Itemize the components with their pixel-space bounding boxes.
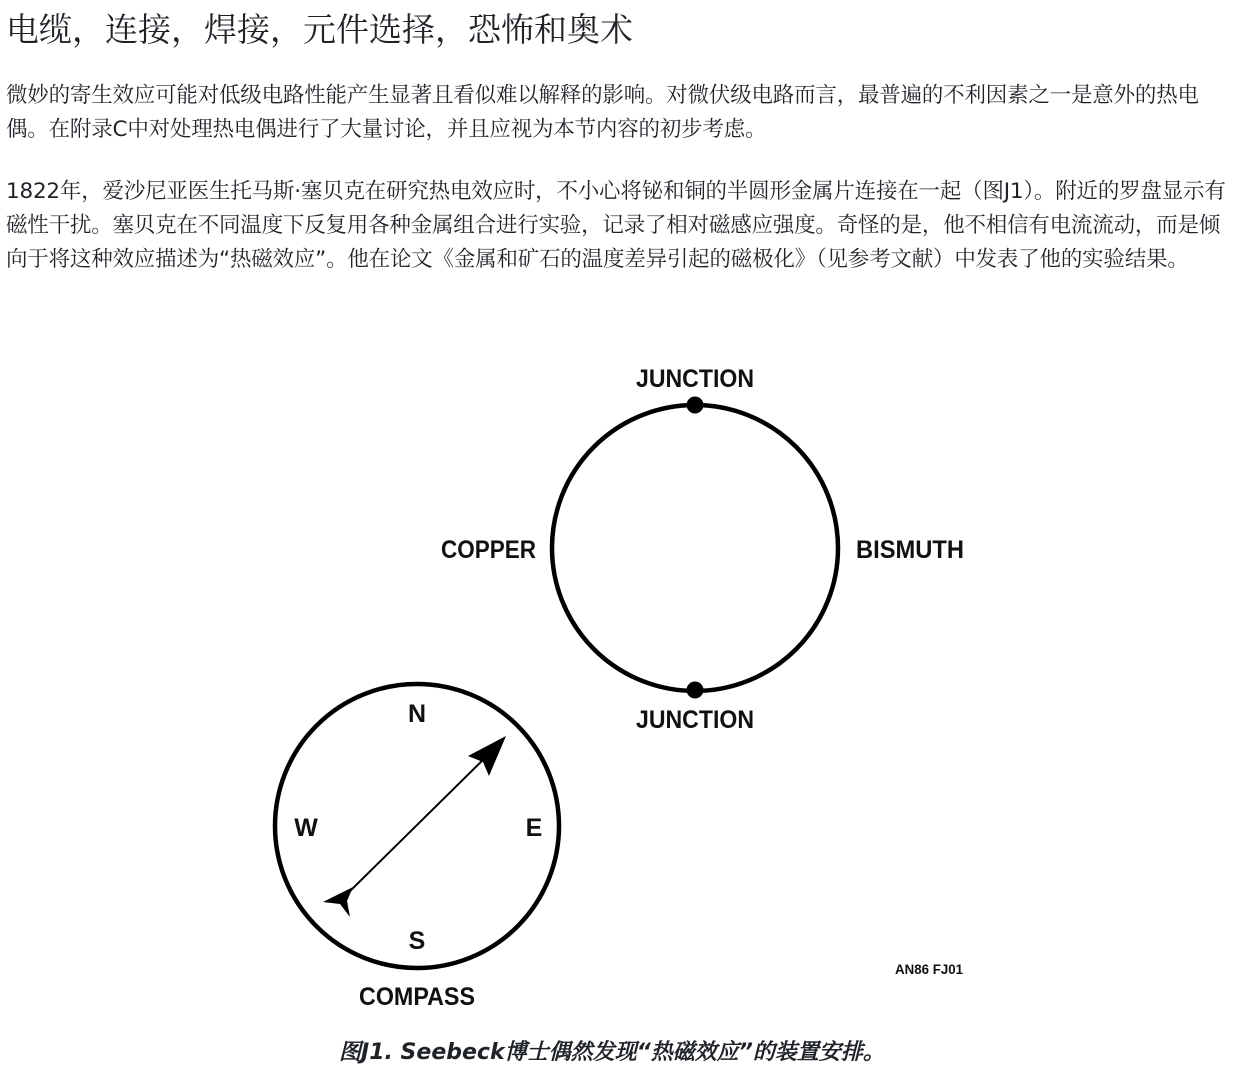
compass: [275, 684, 559, 1011]
metal-loop-circle: [552, 405, 838, 691]
needle-tail-icon: [323, 887, 353, 917]
history-paragraph: 1822年，爱沙尼亚医生托马斯·塞贝克在研究热电效应时，不小心将铋和铜的半圆形金属片连接在一起（图J1）。附近的罗盘显示有磁性干扰。塞贝克在不同温度下反复用各种金属组合进行实验，记录了相对磁感应强度。奇怪的是，他不相信有电流流动，而是倾向于将这种效应描述为“热磁效应”。他在论文《金属和矿石的温度差异引起的磁极化》（见参考文献）中发表了他的实验结果。: [6, 179, 1226, 272]
top-junction-label: JUNCTION: [636, 365, 754, 393]
figure-caption-text: 图J1. Seebeck博士偶然发现“热磁效应”的装置安排。: [339, 1040, 885, 1065]
bottom-junction-dot: [687, 682, 704, 699]
compass-needle-icon: [323, 736, 506, 917]
needle-shaft: [343, 751, 492, 898]
figure-id: AN86 FJ01: [895, 961, 964, 977]
compass-west-label: W: [294, 814, 318, 842]
figure-caption: [0, 1036, 1238, 1070]
compass-north-label: N: [407, 700, 427, 728]
thermocouple-loop: [441, 365, 964, 734]
figure-j1: [0, 340, 1238, 1030]
copper-label: COPPER: [441, 536, 536, 564]
intro-paragraph: 微妙的寄生效应可能对低级电路性能产生显著且看似难以解释的影响。对微伏级电路而言，最普遍的不利因素之一是意外的热电偶。在附录C中对处理热电偶进行了大量讨论，并且应视为本节内容的初步考虑。: [6, 83, 1199, 142]
bismuth-label: BISMUTH: [856, 536, 964, 564]
compass-south-label: S: [408, 927, 426, 955]
compass-east-label: E: [525, 814, 543, 842]
page-title: 电缆，连接，焊接，元件选择，恐怖和奥术: [6, 10, 633, 49]
seebeck-diagram: [0, 340, 1238, 1030]
compass-label: COMPASS: [359, 983, 475, 1011]
bottom-junction-label: JUNCTION: [636, 706, 754, 734]
top-junction-dot: [687, 397, 704, 414]
